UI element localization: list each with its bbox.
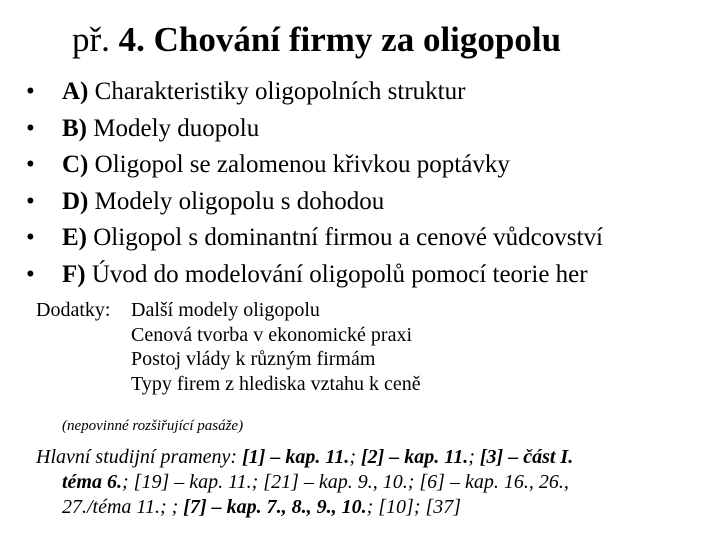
- sources-section: [36, 445, 696, 520]
- slide-title: [72, 16, 561, 64]
- item-text: Úvod do modelování oligopolů pomocí teorie her: [91, 260, 588, 288]
- appendix-item: Postoj vlády k různým firmám: [131, 348, 376, 370]
- item-key: C): [62, 151, 89, 178]
- item-text: Modely oligopolu s dohodou: [94, 187, 385, 215]
- source-text: ; [19] – kap. 11.; [21] – kap. 9., 10.; [6] – kap. 16., 26.,: [122, 471, 569, 493]
- sources-line: [36, 470, 696, 495]
- source-ref: [2] – kap. 11.: [360, 446, 469, 468]
- appendix-row: [36, 372, 421, 397]
- sources-line: [36, 495, 696, 520]
- item-key: E): [62, 224, 87, 251]
- bullet-icon: •: [26, 78, 35, 105]
- item-text: Oligopol se zalomenou křivkou poptávky: [94, 151, 510, 178]
- appendix-item: Cenová tvorba v ekonomické praxi: [131, 323, 413, 346]
- topic-list: [26, 74, 603, 293]
- title-main: 4. Chování firmy za oligopolu: [118, 20, 562, 59]
- sources-label: Hlavní studijní prameny:: [36, 446, 238, 468]
- source-text: 27./téma 11.; ;: [62, 496, 184, 518]
- list-item: [26, 111, 603, 148]
- item-key: D): [62, 187, 89, 215]
- source-sep: ;: [468, 446, 480, 468]
- list-item: [26, 257, 603, 294]
- bullet-icon: •: [26, 114, 35, 142]
- list-item: [26, 74, 603, 111]
- bullet-icon: •: [26, 151, 35, 178]
- appendix-label: Dodatky:: [36, 299, 111, 321]
- source-sep: ;: [349, 446, 361, 468]
- source-ref: téma 6.: [62, 471, 122, 493]
- appendix-item: Další modely oligopolu: [131, 299, 320, 321]
- appendix-item: Typy firem z hlediska vztahu k ceně: [131, 372, 421, 395]
- title-prefix: př.: [72, 20, 110, 59]
- bullet-icon: •: [26, 224, 35, 251]
- source-ref: [7] – kap. 7., 8., 9., 10.: [183, 496, 367, 518]
- item-text: Modely duopolu: [93, 114, 260, 142]
- appendix-row: [36, 347, 421, 372]
- item-text: Oligopol s dominantní firmou a cenové vůdcovství: [93, 224, 603, 251]
- appendix-row: [36, 323, 421, 348]
- source-ref: [3] – část I.: [479, 446, 574, 468]
- list-item: [26, 220, 603, 257]
- source-text: ; [10]; [37]: [366, 496, 462, 518]
- bullet-icon: •: [26, 260, 35, 288]
- optional-note: (nepovinné rozšiřující pasáže): [62, 418, 244, 434]
- source-ref: [1] – kap. 11.: [242, 446, 350, 468]
- bullet-icon: •: [26, 187, 35, 215]
- appendix-section: [36, 298, 421, 396]
- item-key: B): [62, 114, 87, 142]
- appendix-row: [36, 298, 421, 323]
- sources-line: [36, 445, 696, 470]
- item-key: A): [62, 78, 89, 105]
- item-text: Charakteristiky oligopolních struktur: [94, 78, 466, 105]
- list-item: [26, 184, 603, 221]
- list-item: [26, 147, 603, 184]
- item-key: F): [62, 260, 86, 288]
